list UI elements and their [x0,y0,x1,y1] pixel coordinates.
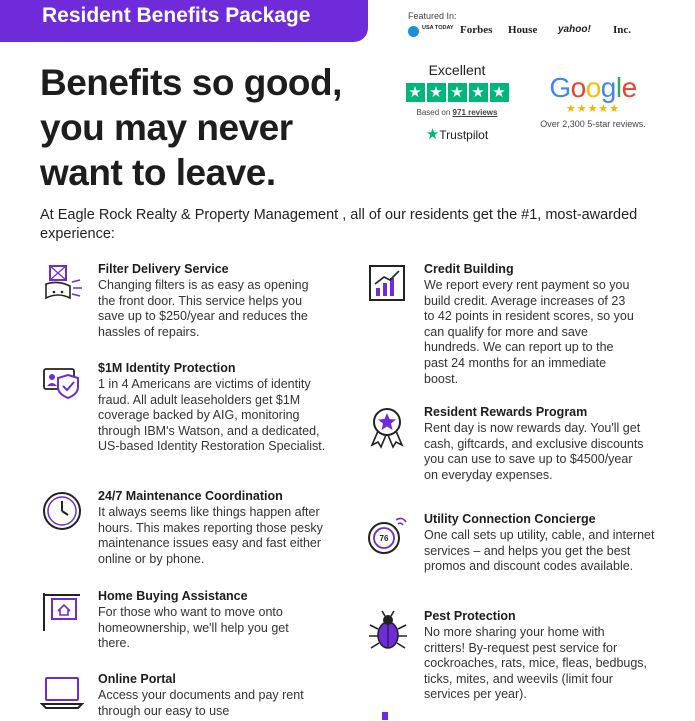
benefit-title: 24/7 Maintenance Coordination [98,489,283,503]
forbes-logo: Forbes [460,24,493,36]
house-logo: House [508,24,538,36]
usa-today-text: USA TODAY [422,25,454,31]
trustpilot-brand-name: Trustpilot [439,128,489,142]
trustpilot-logo-star-icon: ★ [425,126,440,143]
trustpilot-based-on [402,108,512,117]
google-letter: G [549,72,571,103]
google-letter: o [585,72,601,103]
thermostat-icon [366,512,410,556]
benefit-title: Resident Rewards Program [424,405,588,419]
yahoo-logo: yahoo! [558,24,591,35]
benefit-desc: For those who want to move onto homeownership, we'll help you get there. [98,605,289,651]
bug-icon [366,609,410,653]
banner [0,0,368,42]
benefit-desc: We report every rent payment so you build credit. Average increases of 23 to 42 points in resident scores, so you can qualify for more and save hundreds. We can report up to the past 24 months for an immediate boost. [424,278,634,386]
trustpilot-star-icon: ★ [406,83,425,102]
trustpilot-star-icon: ★ [469,83,488,102]
trustpilot-based-prefix: Based on [416,108,453,117]
headline-line-3: want to leave. [40,152,276,193]
benefit-title: Pest Protection [424,609,516,623]
usa-today-icon [408,26,419,37]
trustpilot-star-icon: ★ [427,83,446,102]
clock-icon [40,489,84,533]
benefit-desc: Access your documents and pay rent through our easy to use [98,688,304,718]
banner-title: Resident Benefits Package [42,4,311,27]
filter-delivery-icon [40,262,84,306]
trustpilot-widget [402,62,512,143]
trustpilot-star-icon: ★ [490,83,509,102]
trustpilot-stars [402,83,512,102]
home-sign-icon [40,589,84,633]
benefit-desc: Changing filters is as easy as opening the front door. This service helps you save up to $250/year and reduces the hassles of repairs. [98,278,309,339]
headline-line-1: Benefits so good, [40,62,342,103]
award-ribbon-icon [366,405,410,449]
google-letter: g [600,72,616,103]
trustpilot-review-count[interactable]: 971 reviews [452,108,498,117]
trustpilot-star-icon: ★ [448,83,467,102]
benefit-title: Online Portal [98,672,176,686]
benefit-desc: 1 in 4 Americans are victims of identity fraud. All adult leaseholders get $1M coverage backed by AIG, monitoring through IBM's Watson, and a dedicated, US-based Identity Restoration Specialist. [98,377,326,454]
laptop-icon [40,672,84,716]
benefit-title: Utility Connection Concierge [424,512,596,526]
google-logo [533,72,653,104]
cropped-icon [382,712,388,720]
trustpilot-brand [402,125,512,143]
benefit-desc: It always seems like things happen after hours. This makes reporting those pesky maintenance issues easy and fast either online or by phone. [98,505,323,566]
featured-label: Featured In: [408,11,457,21]
google-widget [533,72,653,129]
headline-line-2: you may never [40,107,293,148]
benefit-title: Filter Delivery Service [98,262,229,276]
benefit-title: Credit Building [424,262,514,276]
inc-logo: Inc. [613,24,632,36]
intro-text: At Eagle Rock Realty & Property Management , all of our residents get the #1, most-awarded experience: [40,207,638,242]
press-logos [408,24,648,42]
google-letter: e [621,72,637,103]
google-letter: o [570,72,586,103]
benefit-desc: One call sets up utility, cable, and internet services – and helps you get the best promos and discount codes available. [424,528,655,574]
headline [40,60,342,195]
google-letter: l [615,72,622,103]
google-stars-icon: ★★★★★ [565,103,621,115]
credit-chart-icon [366,262,410,306]
benefit-title: $1M Identity Protection [98,361,236,375]
benefit-desc: Rent day is now rewards day. You'll get cash, giftcards, and exclusive discounts you can use to save up to $4500/year on everyday expenses. [424,421,644,482]
benefit-title: Home Buying Assistance [98,589,248,603]
benefit-desc: No more sharing your home with critters! By-request pest service for cockroaches, rats, mice, fleas, bedbugs, ticks, mites, and weevils (limit four services per year). [424,625,648,702]
trustpilot-rating-word: Excellent [428,62,486,78]
identity-shield-icon [40,361,84,405]
thermostat-value: 76 [379,534,389,543]
google-reviews-text: Over 2,300 5-star reviews. [540,119,646,129]
